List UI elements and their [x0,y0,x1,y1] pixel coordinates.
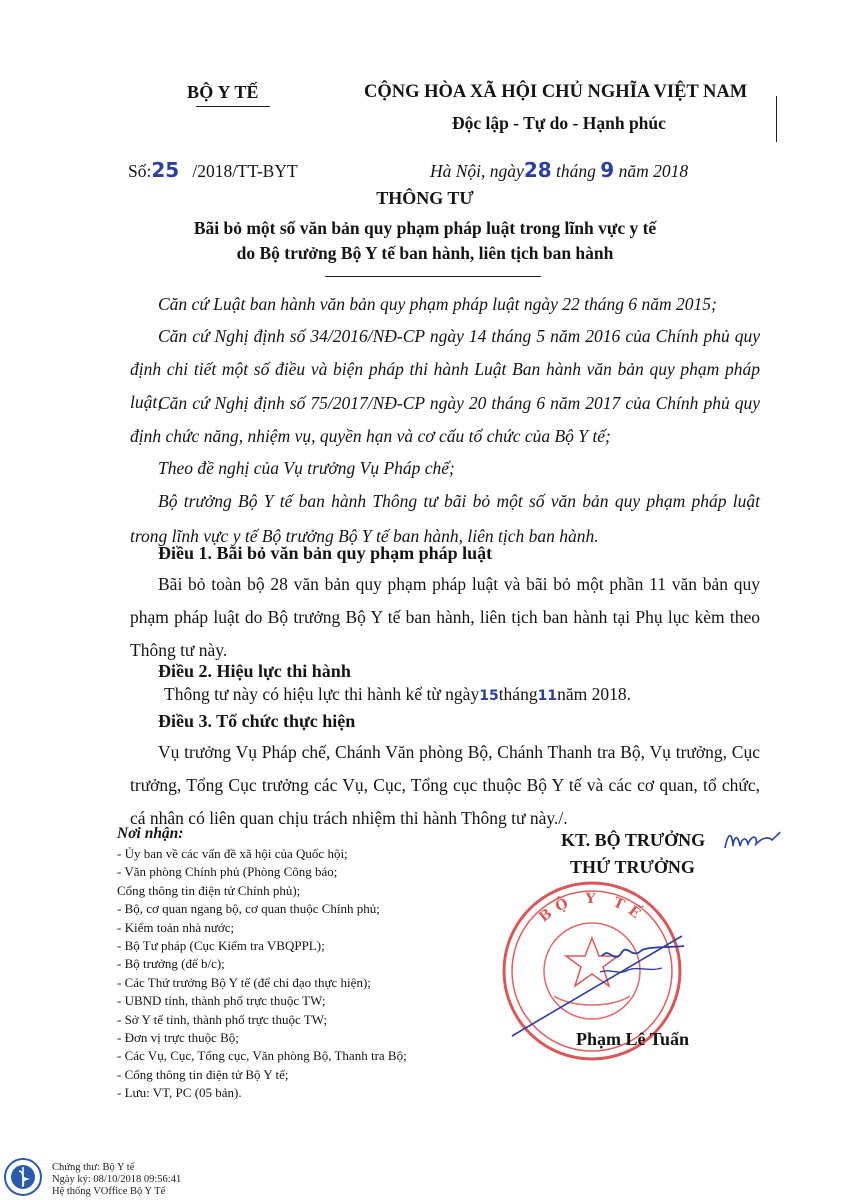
preamble-paragraph: Căn cứ Nghị định số 34/2016/NĐ-CP ngày 14 tháng 5 năm 2016 của Chính phủ quy định chi tiết một số điều và biện pháp thi hành Luật Ban hành văn bản quy phạm pháp luật; [130,326,760,412]
number-prefix: Số: [128,161,152,181]
esign-system: Hệ thống VOffice Bộ Y Tế [52,1186,166,1197]
article-3-heading: Điều 3. Tổ chức thực hiện [158,711,356,731]
effective-month-label: tháng [498,684,538,704]
effective-year: năm 2018. [557,684,631,704]
list-item: - Ủy ban về các vấn đề xã hội của Quốc hội; [117,846,348,861]
date-month-label: tháng [556,161,596,181]
title-line-2: do Bộ trưởng Bộ Y tế ban hành, liên tịch ban hành [236,243,614,263]
svg-text:BỘ Y TẾ [536,891,650,926]
initial-signature-icon [722,826,782,856]
list-item: - Bộ trưởng (để b/c); [117,956,225,972]
handwritten-day: 28 [523,158,552,182]
handwritten-number: 25 [151,158,180,182]
esign-date: Ngày ký: 08/10/2018 09:56:41 [52,1174,182,1185]
date-place: Hà Nội, ngày [430,161,524,181]
document-number [128,158,298,182]
list-item: - UBND tỉnh, thành phố trực thuộc TW; [117,993,326,1009]
title-line-1: Bãi bỏ một số văn bản quy phạm pháp luật trong lĩnh vực y tế [193,218,657,238]
document-title [120,216,730,266]
ministry-logo-icon [4,1158,42,1196]
preamble-paragraph: Căn cứ Luật ban hành văn bản quy phạm pháp luật ngày 22 tháng 6 năm 2015; [158,294,717,314]
electronic-signature-info [52,1162,181,1198]
list-item: - Đơn vị trực thuộc Bộ; [117,1030,239,1046]
preamble-paragraph: Bộ trưởng Bộ Y tế ban hành Thông tư bãi bỏ một số văn bản quy phạm pháp luật trong lĩnh vực y tế Bộ trưởng Bộ Y tế ban hành, liên tịch ban hành. [130,491,760,546]
list-item: - Các Vụ, Cục, Tổng cục, Văn phòng Bộ, Thanh tra Bộ; [117,1048,407,1064]
signer-title-1: KT. BỘ TRƯỞNG [561,830,706,850]
national-title: CỘNG HÒA XÃ HỘI CHỦ NGHĨA VIỆT NAM [364,82,748,102]
list-item: - Kiểm toán nhà nước; [117,919,235,935]
article-3-body: Vụ trưởng Vụ Pháp chế, Chánh Văn phòng Bộ, Chánh Thanh tra Bộ, Vụ trưởng, Cục trưởng, Tổng Cục trưởng các Vụ, Cục, Tổng cục thuộc Bộ Y tế và các cơ quan, tổ chức, cá nhân có liên quan chịu trách nhiệm thi hành Thông tư này./. [130,742,760,828]
title-underline [325,276,541,277]
signer-title-2: THỨ TRƯỞNG [570,857,695,877]
list-item: - Văn phòng Chính phủ (Phòng Công báo; [117,864,338,880]
seal-text: BỘ Y TẾ [536,890,648,926]
preamble-paragraph: Căn cứ Nghị định số 75/2017/NĐ-CP ngày 20 tháng 6 năm 2017 của Chính phủ quy định chức năng, nhiệm vụ, quyền hạn và cơ cấu tổ chức của Bộ Y tế; [130,393,760,446]
national-motto: Độc lập - Tự do - Hạnh phúc [452,113,666,133]
list-item: - Các Thứ trưởng Bộ Y tế (để chỉ đạo thực hiện); [117,974,371,990]
article-1-body: Bãi bỏ toàn bộ 28 văn bản quy phạm pháp luật và bãi bỏ một phần 11 văn bản quy phạm pháp luật do Bộ trưởng Bộ Y tế ban hành, liên tịch ban hành tại Phụ lục kèm theo Thông tư này. [130,574,760,660]
agency-underline [196,106,270,107]
list-item: - Lưu: VT, PC (05 bản). [117,1085,242,1101]
handwritten-effective-day: 15 [479,688,499,704]
list-item: Cổng thông tin điện tử Chính phủ); [117,882,301,898]
list-item: - Bộ, cơ quan ngang bộ, cơ quan thuộc Chính phủ; [117,901,380,917]
number-suffix: /2018/TT-BYT [192,161,298,181]
list-item: - Sở Y tế tỉnh, thành phố trực thuộc TW; [117,1011,328,1027]
preamble-paragraph: Theo đề nghị của Vụ trưởng Vụ Pháp chế; [158,458,455,478]
list-item: - Cổng thông tin điện tử Bộ Y tế; [117,1066,289,1082]
article-1-heading: Điều 1. Bãi bỏ văn bản quy phạm pháp luật [158,543,493,563]
article-2-body [164,684,631,705]
issue-date [430,158,688,182]
recipients-list [117,845,407,1103]
handwritten-month: 9 [600,158,615,182]
article-2-heading: Điều 2. Hiệu lực thi hành [158,661,351,681]
effective-text: Thông tư này có hiệu lực thi hành kể từ ngày [164,684,480,704]
margin-mark [776,96,777,142]
document-type: THÔNG TƯ [376,188,474,208]
signer-name: Phạm Lê Tuấn [576,1029,690,1049]
esign-certificate: Chứng thư: Bộ Y tế [52,1162,135,1173]
list-item: - Bộ Tư pháp (Cục Kiểm tra VBQPPL); [117,938,325,954]
handwritten-effective-month: 11 [537,688,558,704]
recipients-title: Nơi nhận: [117,825,184,842]
issuing-agency: BỘ Y TẾ [187,82,259,102]
date-year: năm 2018 [618,161,689,181]
